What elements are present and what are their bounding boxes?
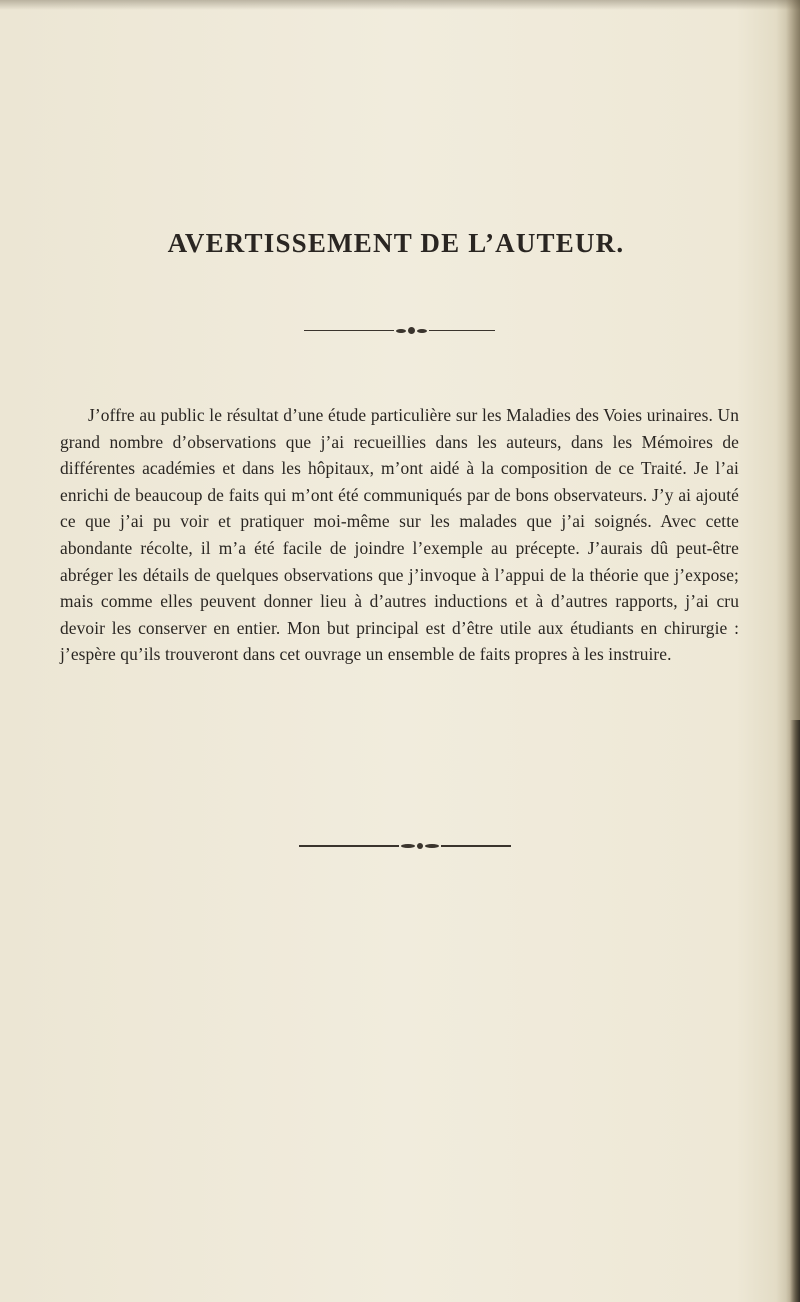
page-title: AVERTISSEMENT DE L’AUTEUR.	[167, 228, 625, 258]
page-top-shadow	[0, 0, 800, 10]
body-paragraph: J’offre au public le résultat d’une étude particulière sur les Maladies des Voies urinaires. Un grand nombre d’observations que j’ai recueillies dans les auteurs, dans les Mémoires de différentes académies et dans les hôpitaux, m’ont aidé à la composition de ce Traité. Je l’ai enrichi de beaucoup de faits qui m’ont été communiqués par de bons observateurs. J’y ai ajouté ce que j’ai pu voir et pratiquer moi-même sur les malades que j’ai soignés. Avec cette abondante récolte, il m’a été facile de joindre l’exemple au précepte. J’aurais dû peut-être abréger les détails de quelques observations que j’invoque à l’appui de la théorie que j’expose; mais comme elles peuvent donner lieu à d’autres inductions et à d’autres rapports, j’ai cru devoir les conserver en entier. Mon but principal est d’être utile aux étudiants en chirurgie : j’espère qu’ils trouveront dans cet ouvrage un ensemble de faits propres à les instruire.	[60, 405, 739, 665]
top-ornament-rule	[304, 327, 495, 334]
page-edge-dark	[790, 720, 800, 1302]
bottom-ornament-rule	[299, 843, 511, 849]
